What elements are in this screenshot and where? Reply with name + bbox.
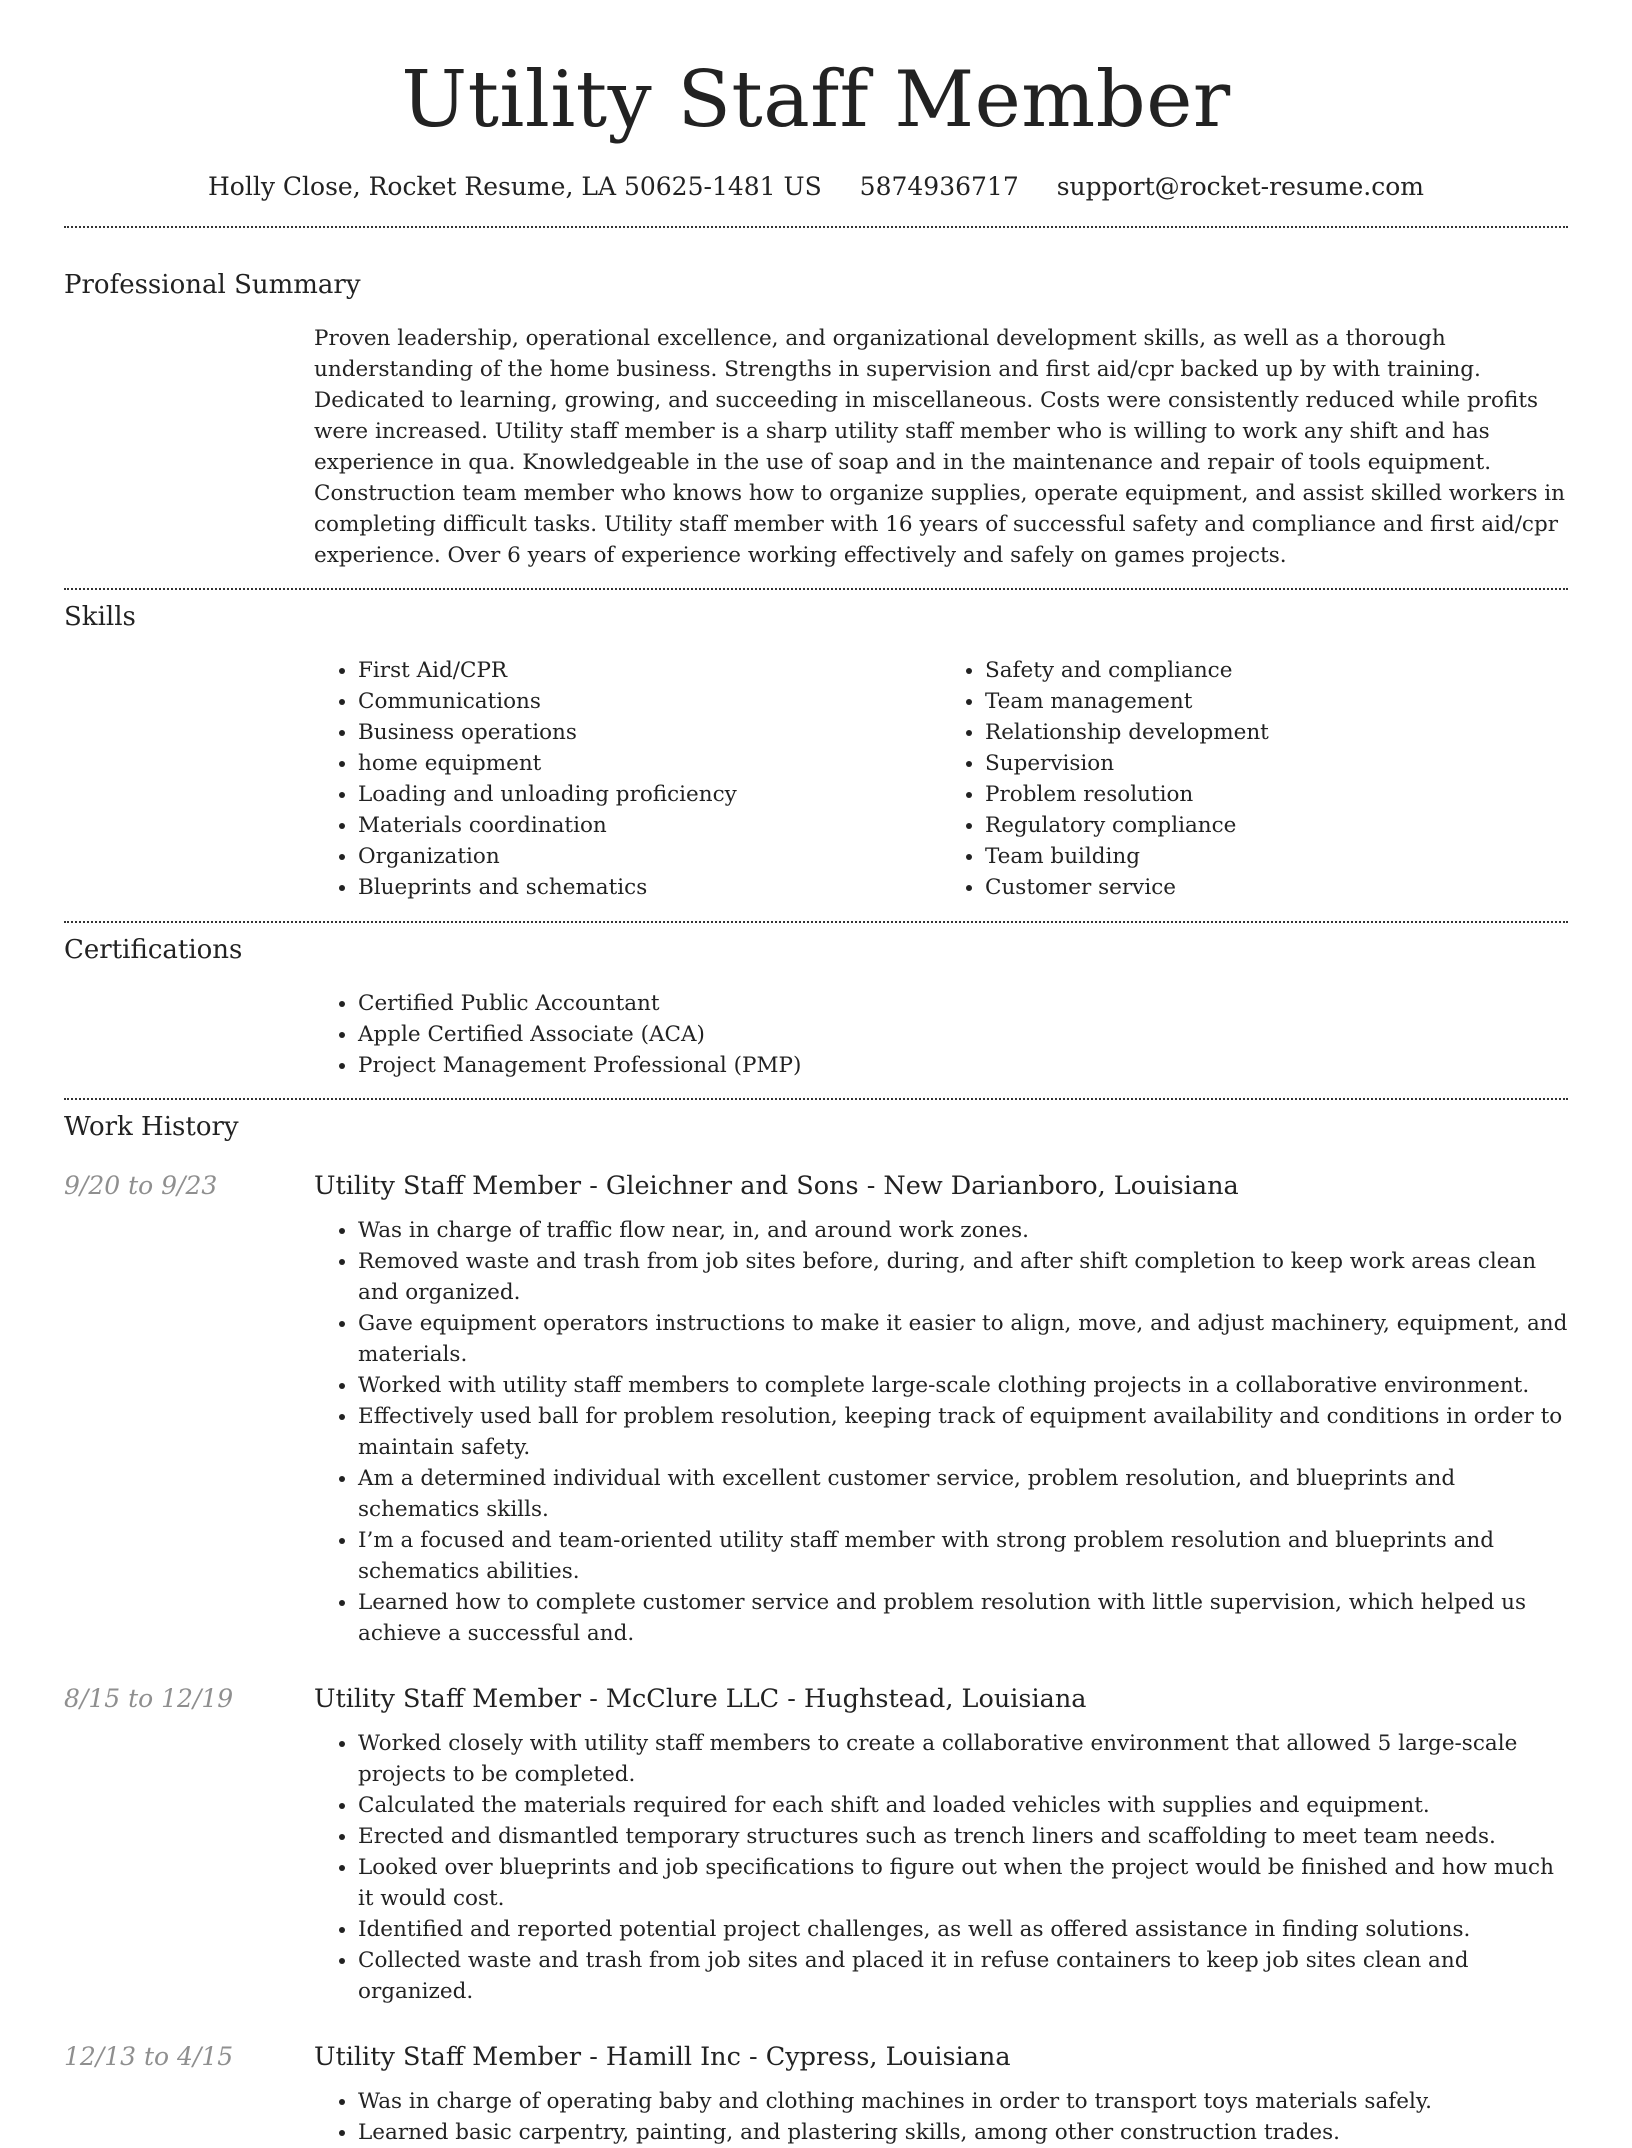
list-item: • Identified and reported potential project challenges, as well as offered assistance in finding solutions. (358, 1914, 1568, 1945)
contact-email[interactable]: support@rocket-resume.com (1056, 172, 1424, 201)
list-item: • Was in charge of operating baby and clothing machines in order to transport toys materials safely. (358, 2086, 1568, 2117)
list-item: • Effectively used ball for problem resolution, keeping track of equipment availability and conditions in order to maintain safety. (358, 1401, 1568, 1463)
list-item: • Supervision (985, 748, 1568, 779)
job-dates: 8/15 to 12/19 (64, 1684, 234, 1713)
job-dates: 12/13 to 4/15 (64, 2042, 234, 2071)
list-item: • Am a determined individual with excellent customer service, problem resolution, and blueprints and schematics skills. (358, 1463, 1568, 1525)
certifications-heading: Certifications (64, 935, 243, 965)
skills-column-left (314, 655, 941, 903)
list-item: • Apple Certified Associate (ACA) (358, 1019, 1568, 1050)
skills-heading: Skills (64, 602, 136, 632)
job-bullets (314, 2086, 1568, 2148)
list-item: • Certified Public Accountant (358, 988, 1568, 1019)
list-item: • Calculated the materials required for each shift and loaded vehicles with supplies and equipment. (358, 1790, 1568, 1821)
list-item: • Team building (985, 841, 1568, 872)
list-item: • Project Management Professional (PMP) (358, 1050, 1568, 1081)
list-item: • Was in charge of traffic flow near, in, and around work zones. (358, 1215, 1568, 1246)
list-item: • I’m a focused and team-oriented utility staff member with strong problem resolution and blueprints and schematics abilities. (358, 1525, 1568, 1587)
job-entry (64, 1169, 1568, 1649)
list-item: • Materials coordination (358, 810, 941, 841)
skills-column-right (941, 655, 1568, 903)
job-bullets (314, 1728, 1568, 2007)
list-item: • Looked over blueprints and job specifications to figure out when the project would be finished and how much it would cost. (358, 1852, 1568, 1914)
list-item: • Learned basic carpentry, painting, and plastering skills, among other construction trades. (358, 2117, 1568, 2148)
job-details (314, 1682, 1568, 2007)
job-title: Utility Staff Member - Hamill Inc - Cypress, Louisiana (314, 2042, 1011, 2072)
list-item: • Blueprints and schematics (358, 872, 941, 903)
work-history-heading: Work History (64, 1112, 239, 1142)
list-item: • Loading and unloading proficiency (358, 779, 941, 810)
contact-phone: 5874936717 (859, 172, 1019, 201)
list-item: • Removed waste and trash from job sites before, during, and after shift completion to keep work areas clean and organized. (358, 1246, 1568, 1308)
job-entry (64, 2040, 1568, 2148)
list-item: • Gave equipment operators instructions to make it easier to align, move, and adjust machinery, equipment, and materials. (358, 1308, 1568, 1370)
job-dates: 9/20 to 9/23 (64, 1171, 218, 1200)
list-item: • Safety and compliance (985, 655, 1568, 686)
job-bullets (314, 1215, 1568, 1649)
list-item: • Worked closely with utility staff members to create a collaborative environment that allowed 5 large-scale projects to be completed. (358, 1728, 1568, 1790)
list-item: • home equipment (358, 748, 941, 779)
job-details (314, 1169, 1568, 1649)
job-title: Utility Staff Member - McClure LLC - Hughstead, Louisiana (314, 1684, 1087, 1714)
list-item: • Learned how to complete customer service and problem resolution with little supervision, which helped us achieve a successful and. (358, 1587, 1568, 1649)
contact-address: Holly Close, Rocket Resume, LA 50625-1481 US (208, 172, 822, 201)
contact-line (64, 170, 1568, 204)
skills-list (314, 655, 1568, 903)
list-item: • Relationship development (985, 717, 1568, 748)
list-item: • Communications (358, 686, 941, 717)
section-divider (64, 1098, 1568, 1100)
list-item: • Collected waste and trash from job sites and placed it in refuse containers to keep job sites clean and organized. (358, 1945, 1568, 2007)
summary-heading: Professional Summary (64, 270, 361, 300)
job-entry (64, 1682, 1568, 2007)
list-item: • Team management (985, 686, 1568, 717)
list-item: • Worked with utility staff members to complete large-scale clothing projects in a collaborative environment. (358, 1370, 1568, 1401)
section-divider (64, 921, 1568, 923)
section-divider (64, 226, 1568, 228)
list-item: • Customer service (985, 872, 1568, 903)
summary-text: Proven leadership, operational excellence, and organizational development skills, as well as a thorough understanding of the home business. Strengths in supervision and first aid/cpr backed up by with training. Dedicated to learning, growing, and succeeding in miscellaneous. Costs were consistently reduced while profits were increased. Utility staff member is a sharp utility staff member who is willing to work any shift and has experience in qua. Knowledgeable in the use of soap and in the maintenance and repair of tools equipment. Construction team member who knows how to organize supplies, operate equipment, and assist skilled workers in completing difficult tasks. Utility staff member with 16 years of successful safety and compliance and first aid/cpr experience. Over 6 years of experience working effectively and safely on games projects. (314, 326, 1566, 568)
list-item: • Organization (358, 841, 941, 872)
job-details (314, 2040, 1568, 2148)
list-item: • Business operations (358, 717, 941, 748)
resume-title: Utility Staff Member (401, 55, 1231, 145)
list-item: • Problem resolution (985, 779, 1568, 810)
list-item: • Regulatory compliance (985, 810, 1568, 841)
resume-page (64, 0, 1568, 2148)
certifications-list (314, 988, 1568, 1081)
list-item: • Erected and dismantled temporary structures such as trench liners and scaffolding to meet team needs. (358, 1821, 1568, 1852)
job-title: Utility Staff Member - Gleichner and Sons - New Darianboro, Louisiana (314, 1171, 1239, 1201)
list-item: • First Aid/CPR (358, 655, 941, 686)
section-divider (64, 588, 1568, 590)
